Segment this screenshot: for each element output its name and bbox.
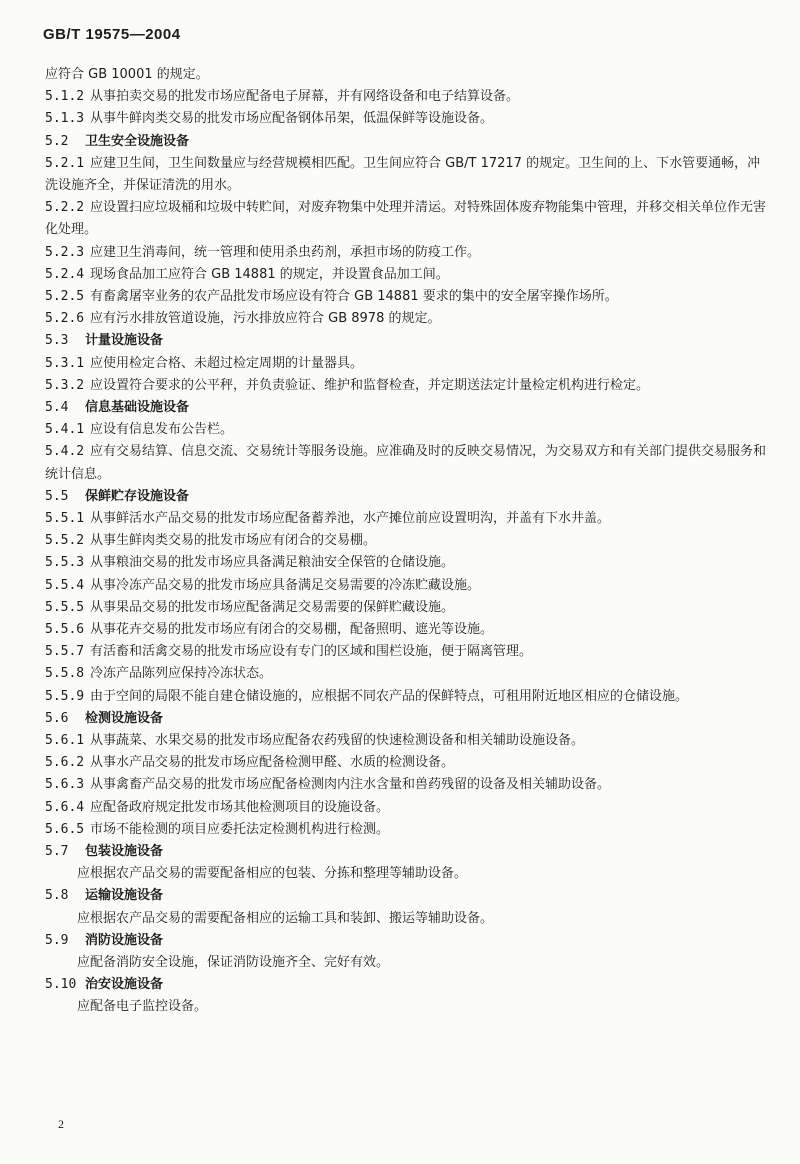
clause-text: 从事花卉交易的批发市场应有闭合的交易棚，配备照明、遮光等设施。 (90, 622, 494, 637)
document-header: GB/T 19575—2004 (43, 26, 181, 43)
clause-number: 5.3.2 (45, 377, 85, 393)
clause (45, 286, 770, 308)
clause-text: 从事粮油交易的批发市场应具备满足粮油安全保管的仓储设施。 (90, 555, 455, 571)
clause-text: 应有污水排放管道设施，污水排放应符合 GB 8978 的规定。 (90, 311, 441, 327)
section-heading (45, 330, 770, 352)
section-heading (45, 486, 770, 508)
clause (45, 153, 770, 197)
clause-text: 从事牛鲜肉类交易的批发市场应配备钢体吊架，低温保鲜等设施设备。 (90, 111, 494, 127)
clause-number: 5.1.3 (45, 111, 85, 127)
clause-text: 从事果品交易的批发市场应配备满足交易需要的保鲜贮藏设施。 (90, 599, 455, 615)
section-number: 5.7 (45, 844, 69, 860)
clause-text: 应设置扫应垃圾桶和垃圾中转贮间，对废弃物集中处理并清运。对特殊固体废弃物能集中管理，并移交相关单位作无害化处理。 (45, 200, 767, 238)
section-title: 卫生安全设施设备 (85, 133, 190, 149)
clause-number: 5.6.1 (45, 733, 85, 748)
clause (45, 530, 770, 552)
clause (45, 197, 770, 241)
clause (45, 819, 770, 841)
section-heading (45, 841, 770, 863)
clause-number: 5.6.2 (45, 755, 85, 771)
clause-number: 5.2.3 (45, 244, 85, 260)
clause (45, 419, 770, 441)
clause-text: 应设置符合要求的公平秤，并负责验证、维护和监督检查，并定期送法定计量检定机构进行检定。 (90, 377, 650, 393)
section-paragraph: 应配备消防安全设施，保证消防设施齐全、完好有效。 (77, 954, 390, 970)
clause (45, 774, 770, 796)
clause-text: 有活畜和活禽交易的批发市场应设有专门的区域和围栏设施，便于隔离管理。 (90, 644, 533, 660)
clause-text: 应设有信息发布公告栏。 (90, 422, 234, 438)
section-title: 运输设施设备 (85, 888, 164, 904)
section-title: 计量设施设备 (85, 333, 164, 349)
section-title: 保鲜贮存设施设备 (85, 488, 190, 504)
clause (45, 641, 770, 663)
continuation-text: 应符合 GB 10001 的规定。 (45, 67, 209, 82)
section-heading (45, 131, 770, 153)
clause-number: 5.4.2 (45, 444, 85, 460)
clause-number: 5.4.1 (45, 422, 85, 438)
section-title: 信息基础设施设备 (85, 400, 190, 415)
section-title: 治安设施设备 (85, 977, 164, 993)
clause-number: 5.5.9 (45, 688, 85, 704)
clause-number: 5.3.1 (45, 355, 85, 371)
clause-number: 5.6.5 (45, 821, 85, 837)
clause (45, 575, 770, 597)
clause-number: 5.5.6 (45, 622, 85, 637)
section-title: 包装设施设备 (85, 844, 164, 860)
clause-text: 应建卫生消毒间，统一管理和使用杀虫药剂，承担市场的防疫工作。 (90, 244, 481, 260)
section-heading (45, 930, 770, 952)
section-number: 5.4 (45, 400, 69, 415)
clause (45, 86, 770, 108)
section-number: 5.9 (45, 932, 69, 948)
clause-text: 有畜禽屠宰业务的农产品批发市场应设有符合 GB 14881 要求的集中的安全屠宰操作场所。 (90, 289, 618, 304)
clause-text: 从事鲜活水产品交易的批发市场应配备蓄养池，水产摊位前应设置明沟，并盖有下水井盖。 (90, 510, 611, 526)
clause-number: 5.6.3 (45, 777, 85, 793)
section-number: 5.8 (45, 888, 69, 904)
clause-number: 5.5.5 (45, 599, 85, 615)
clause-number: 5.5.3 (45, 555, 85, 571)
clause (45, 308, 770, 330)
section-paragraph: 应根据农产品交易的需要配备相应的包装、分拣和整理等辅助设备。 (77, 866, 468, 882)
clause (45, 508, 770, 530)
clause (45, 619, 770, 641)
clause-text: 从事禽畜产品交易的批发市场应配备检测肉内注水含量和兽药残留的设备及相关辅助设备。 (90, 777, 611, 793)
clause-number: 5.6.4 (45, 799, 85, 815)
clause (45, 264, 770, 286)
section-paragraph: 应根据农产品交易的需要配备相应的运输工具和装卸、搬运等辅助设备。 (77, 910, 494, 926)
section-number: 5.10 (45, 977, 77, 993)
clause (45, 242, 770, 264)
clause-number: 5.2.1 (45, 155, 85, 171)
clause-text: 市场不能检测的项目应委托法定检测机构进行检测。 (90, 821, 390, 837)
clause-number: 5.2.5 (45, 289, 85, 304)
section-heading (45, 974, 770, 996)
clause-text: 应配备政府规定批发市场其他检测项目的设施设备。 (90, 799, 390, 815)
clause-number: 5.5.4 (45, 577, 85, 593)
clause-text: 从事水产品交易的批发市场应配备检测甲醛、水质的检测设备。 (90, 755, 455, 771)
clause-text: 从事生鲜肉类交易的批发市场应有闭合的交易棚。 (90, 533, 377, 549)
section-number: 5.2 (45, 133, 69, 149)
clause (45, 552, 770, 574)
section-number: 5.5 (45, 488, 69, 504)
clause-text: 从事拍卖交易的批发市场应配备电子屏幕，并有网络设备和电子结算设备。 (90, 89, 520, 105)
clause-text: 应建卫生间，卫生间数量应与经营规模相匹配。卫生间应符合 GB/T 17217 的规定。卫生间的上、下水管要通畅，冲洗设施齐全，并保证清洗的用水。 (45, 155, 761, 193)
clause-text: 冷冻产品陈列应保持冷冻状态。 (90, 666, 273, 682)
clause-number: 5.5.1 (45, 510, 85, 526)
clause-text: 由于空间的局限不能自建仓储设施的，应根据不同农产品的保鲜特点，可租用附近地区相应的仓储设施。 (90, 688, 689, 704)
document-body (45, 64, 770, 1019)
clause (45, 663, 770, 685)
section-number: 5.3 (45, 333, 69, 349)
clause (45, 375, 770, 397)
clause-number: 5.1.2 (45, 89, 85, 105)
clause-number: 5.2.2 (45, 200, 85, 216)
section-heading (45, 708, 770, 730)
section-paragraph: 应配备电子监控设备。 (77, 999, 208, 1015)
clause-text: 应有交易结算、信息交流、交易统计等服务设施。应准确及时的反映交易情况，为交易双方和有关部门提供交易服务和统计信息。 (45, 444, 767, 482)
clause (45, 797, 770, 819)
clause (45, 597, 770, 619)
clause-number: 5.5.8 (45, 666, 85, 682)
clause-text: 应使用检定合格、未超过检定周期的计量器具。 (90, 355, 364, 371)
clause-text: 从事冷冻产品交易的批发市场应具备满足交易需要的冷冻贮藏设施。 (90, 577, 481, 593)
clause-number: 5.2.6 (45, 311, 85, 327)
page-number: 2 (58, 1117, 64, 1131)
clause-number: 5.2.4 (45, 266, 85, 282)
clause-text: 从事蔬菜、水果交易的批发市场应配备农药残留的快速检测设备和相关辅助设施设备。 (90, 733, 585, 748)
section-title: 消防设施设备 (85, 932, 164, 948)
clause (45, 353, 770, 375)
clause (45, 441, 770, 485)
clause-number: 5.5.7 (45, 644, 85, 660)
section-number: 5.6 (45, 710, 69, 726)
clause (45, 686, 770, 708)
clause (45, 730, 770, 752)
clause (45, 752, 770, 774)
section-title: 检测设施设备 (85, 710, 164, 726)
clause (45, 108, 770, 130)
section-heading (45, 397, 770, 419)
clause-number: 5.5.2 (45, 533, 85, 549)
section-heading (45, 885, 770, 907)
clause-text: 现场食品加工应符合 GB 14881 的规定，并设置食品加工间。 (90, 266, 449, 282)
